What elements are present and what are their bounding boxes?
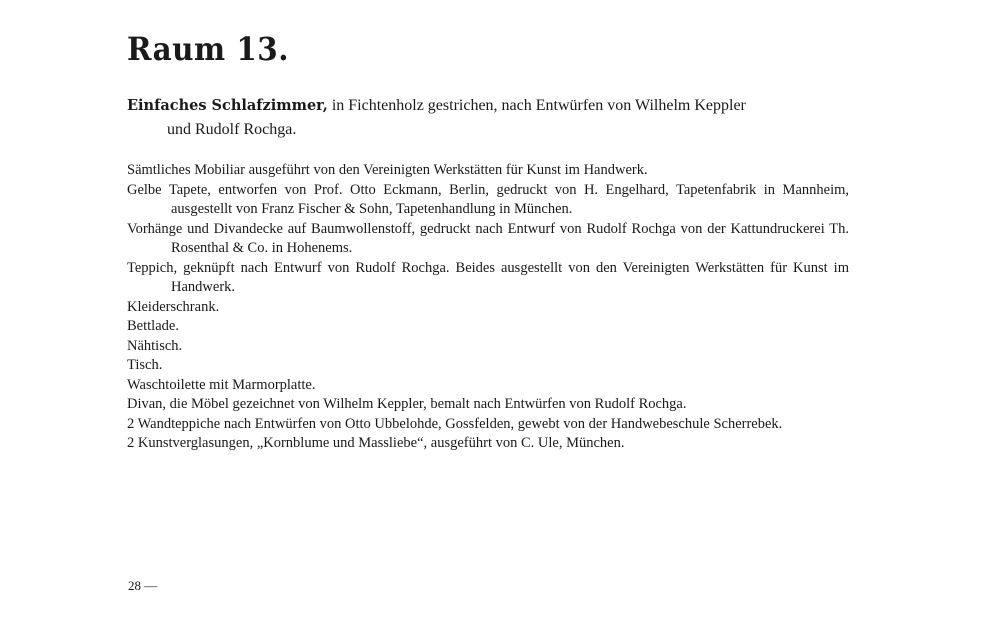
room-description-text: in Fichtenholz gestrichen, nach Entwürfen von Wilhelm Keppler [327, 97, 746, 114]
list-item: Vorhänge und Divandecke auf Baumwollenstoff, gedruckt nach Entwurf von Rudolf Rochga von der Kattundruckerei Th. Rosenthal & Co. in Hohenems. [127, 220, 849, 256]
list-item: Teppich, geknüpft nach Entwurf von Rudolf Rochga. Beides ausgestellt von den Vereinigten Werkstätten für Kunst im Handwerk. [127, 259, 849, 295]
list-item: Sämtliches Mobiliar ausgeführt von den Vereinigten Werkstätten für Kunst im Handwerk. [127, 162, 648, 178]
list-item: Nähtisch. [127, 337, 183, 354]
list-item: Divan, die Möbel gezeichnet von Wilhelm Keppler, bemalt nach Entwürfen von Rudolf Rochga. [127, 396, 687, 412]
list-item: Tisch. [127, 357, 163, 373]
list-item: Waschtoilette mit Marmorplatte. [127, 376, 316, 393]
room-heading: Raum 13. [127, 30, 289, 68]
list-item: 2 Wandteppiche nach Entwürfen von Otto Ubbelohde, Gossfelden, gewebt von der Handwebeschule Scherrebek. [127, 415, 783, 432]
furnishings-list [127, 161, 849, 454]
room-description-continuation: und Rudolf Rochga. [167, 121, 297, 138]
list-item: 2 Kunstverglasungen, „Kornblume und Massliebe“, ausgeführt von C. Ule, München. [127, 435, 625, 451]
list-item: Gelbe Tapete, entworfen von Prof. Otto Eckmann, Berlin, gedruckt von H. Engelhard, Tapetenfabrik in Mannheim, ausgestellt von Franz Fischer & Sohn, Tapetenhandlung in München. [127, 181, 849, 217]
page-number: 28 — [128, 578, 158, 593]
list-item: Kleiderschrank. [127, 298, 220, 315]
list-item: Bettlade. [127, 318, 179, 334]
room-description-lead: Einfaches Schlafzimmer, [127, 97, 328, 114]
room-description [127, 94, 852, 142]
